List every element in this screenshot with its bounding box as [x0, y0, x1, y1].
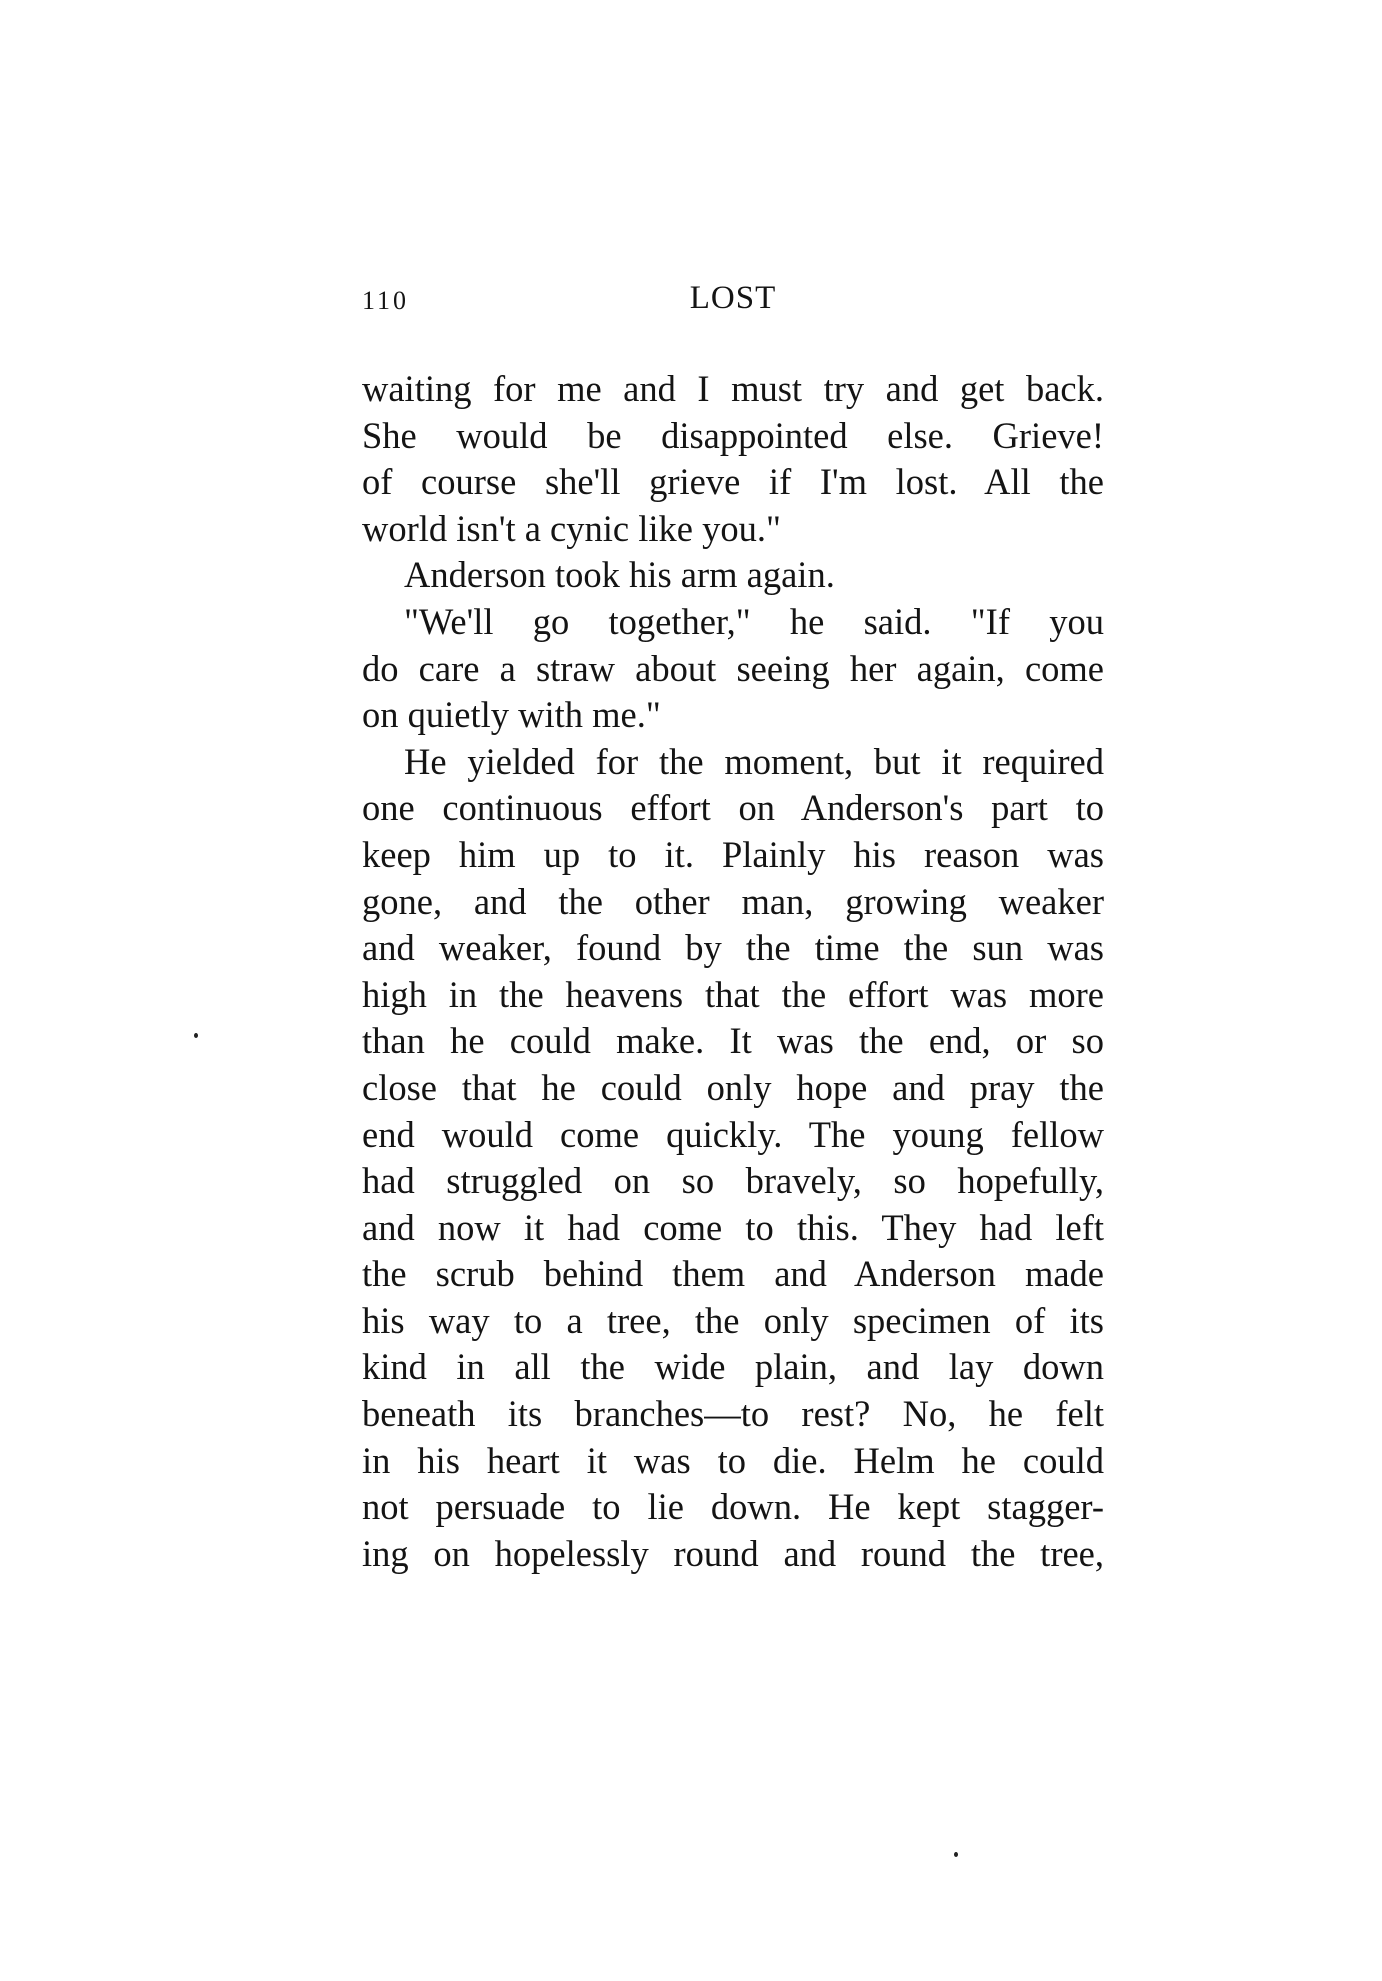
- text-line: one continuous effort on Anderson's part to: [362, 787, 1104, 829]
- text-line: waiting for me and I must try and get back.: [362, 368, 1104, 409]
- text-line: ing on hopelessly round and round the tree,: [362, 1532, 1104, 1574]
- body-text: [362, 366, 1104, 1577]
- text-line: She would be disappointed else. Grieve!: [362, 414, 1104, 456]
- text-line: had struggled on so bravely, so hopefully,: [362, 1160, 1104, 1202]
- text-line: of course she'll grieve if I'm lost. All the: [362, 461, 1104, 503]
- page-number: 110: [362, 286, 410, 315]
- running-title: LOST: [689, 280, 777, 316]
- text-line: not persuade to lie down. He kept stagger-: [362, 1486, 1104, 1528]
- text-line: and weaker, found by the time the sun was: [362, 927, 1104, 969]
- text-line: beneath its branches—to rest? No, he felt: [362, 1393, 1104, 1435]
- text-line: close that he could only hope and pray the: [362, 1066, 1104, 1108]
- text-line: He yielded for the moment, but it required: [404, 740, 1104, 782]
- text-line: and now it had come to this. They had left: [362, 1206, 1104, 1248]
- text-line: Anderson took his arm again.: [404, 554, 835, 596]
- text-line: keep him up to it. Plainly his reason was: [362, 833, 1104, 875]
- text-line: do care a straw about seeing her again, come: [362, 647, 1104, 689]
- text-line: in his heart it was to die. Helm he could: [362, 1439, 1104, 1481]
- text-line: his way to a tree, the only specimen of its: [362, 1299, 1104, 1341]
- text-line: high in the heavens that the effort was more: [362, 973, 1104, 1015]
- text-line: kind in all the wide plain, and lay down: [362, 1346, 1104, 1388]
- text-line: the scrub behind them and Anderson made: [362, 1253, 1104, 1295]
- text-line: on quietly with me.": [362, 694, 661, 736]
- ink-speck: [954, 1852, 958, 1857]
- text-line: gone, and the other man, growing weaker: [362, 880, 1104, 922]
- text-line: "We'll go together," he said. "If you: [404, 600, 1104, 642]
- ink-speck: [194, 1033, 198, 1038]
- page-header: [362, 280, 1104, 330]
- text-line: than he could make. It was the end, or so: [362, 1020, 1104, 1062]
- text-line: end would come quickly. The young fellow: [362, 1113, 1104, 1155]
- text-line: world isn't a cynic like you.": [362, 507, 781, 549]
